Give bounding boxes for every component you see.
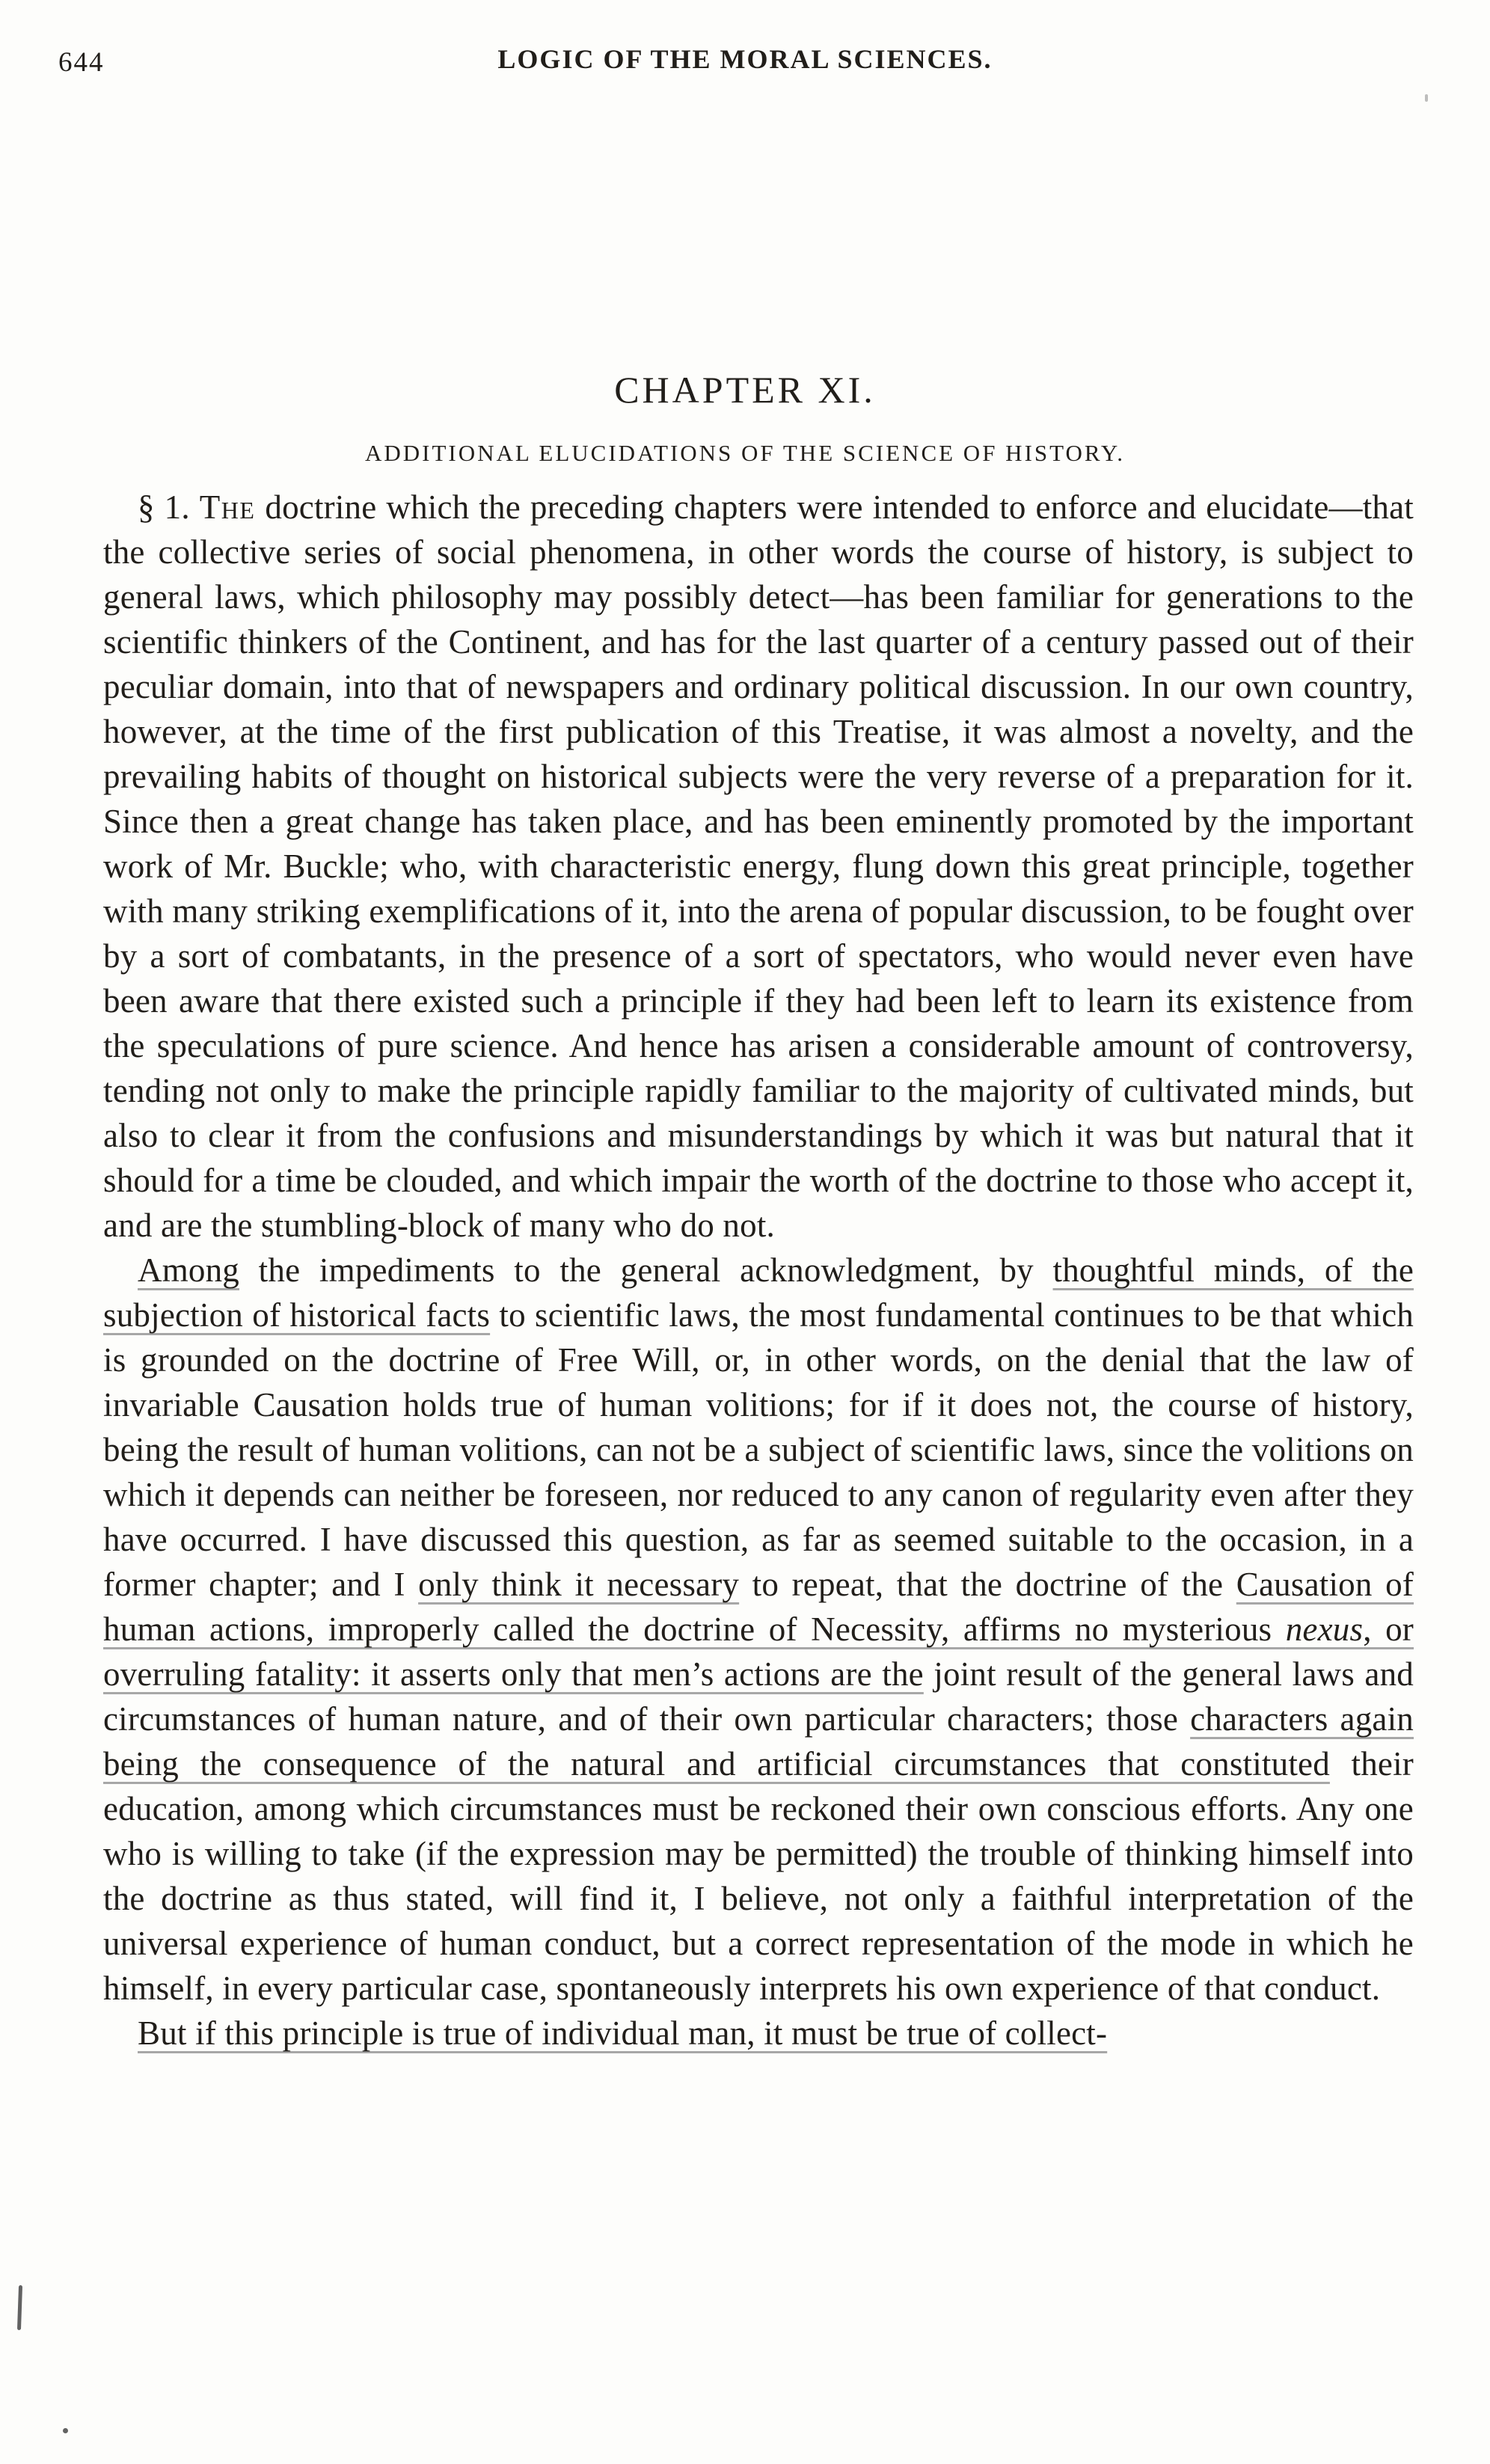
text-segment: only think it necessary bbox=[418, 1566, 740, 1603]
running-head: LOGIC OF THE MORAL SCIENCES. bbox=[497, 44, 993, 74]
text-segment: The bbox=[199, 488, 256, 526]
chapter-subtitle: ADDITIONAL ELUCIDATIONS OF THE SCIENCE OF HISTORY. bbox=[364, 440, 1126, 466]
text-segment: thoughtful minds, of the subjection of historical facts bbox=[103, 1251, 1414, 1334]
text-segment: to scientific laws, the most fundamental continues to be that which is grounded on the doctrine of Free Will, or, in other words, on the denial that the law of invariable Causation holds true of human volitions; for if it does not, the course of history, being the result of human volitions, can not be a subject of scientific laws, since the volitions on which it depends can neither be foreseen, nor reduced to any canon of regularity even after they have occurred. I have discussed this question, as far as seemed suitable to the occasion, in a former chapter; and I bbox=[103, 1296, 1414, 1603]
text-segment: joint result of the general laws and circumstances of human nature, and of their own particular characters; those bbox=[103, 1655, 1414, 1738]
pencil-dot bbox=[63, 2428, 68, 2433]
page-number: 644 bbox=[58, 47, 105, 78]
text-segment: Causation of human actions, improperly called the doctrine of Necessity, affirms no mysterious bbox=[103, 1566, 1414, 1648]
text-segment: But if this principle is true of individual man, it must be true of collect- bbox=[138, 2014, 1108, 2052]
paragraph-2 bbox=[103, 1248, 1414, 2011]
paragraph-3 bbox=[103, 2011, 1414, 2056]
text-segment: their education, among which circumstances must be reckoned their own conscious efforts. Any one who is willing to take (if the expression may be permitted) the trouble of thinking himself into the doctrine as thus stated, will find it, I believe, not only a faithful interpretation of the universal experience of human conduct, but a correct representation of the mode in which he himself, in every particular case, spontaneously interprets his own experience of that conduct. bbox=[103, 1745, 1414, 2007]
text-segment: Among bbox=[138, 1251, 239, 1289]
text-segment: the impediments to the general acknowledgment, by bbox=[239, 1251, 1053, 1289]
text-segment: doctrine which the preceding chapters were intended to enforce and elucidate—that the collective series of social phenomena, in other words the course of history, is subject to general laws, which philosophy may possibly detect—has been familiar for generations to the scientific thinkers of the Continent, and has for the last quarter of a century passed out of their peculiar domain, into that of newspapers and ordinary political discussion. In our own country, however, at the time of the first publication of this Treatise, it was almost a novelty, and the prevailing habits of thought on historical subjects were the very reverse of a preparation for it. Since then a great change has taken place, and has been eminently promoted by the important work of Mr. Buckle; who, with characteristic energy, flung down this great principle, together with many striking exemplifications of it, into the arena of popular discussion, to be fought over by a sort of combatants, in the presence of a sort of spectators, who would never even have been aware that there existed such a principle if they had been left to learn its existence from the speculations of pure science. And hence has arisen a considerable amount of controversy, tending not only to make the principle rapidly familiar to the majority of cultivated minds, but also to clear it from the confusions and misunderstandings by which it was but natural that it should for a time be clouded, and which impair the worth of the doctrine to those who accept it, and are the stumbling-block of many who do not. bbox=[103, 488, 1414, 1244]
pencil-margin-stroke bbox=[17, 2285, 22, 2330]
text-segment: characters again being the consequence of the natural and artificial circumstances that constituted bbox=[103, 1700, 1414, 1783]
body-text bbox=[103, 485, 1414, 2056]
chapter-heading: CHAPTER XI. bbox=[614, 369, 876, 411]
text-segment: , or overruling fatality: it asserts only that men’s actions are the bbox=[103, 1611, 1414, 1693]
text-segment: to repeat, that the doctrine of the bbox=[739, 1566, 1236, 1603]
pencil-tick-mark bbox=[1425, 94, 1428, 102]
text-segment: § 1. bbox=[138, 488, 200, 526]
paragraph-1 bbox=[103, 485, 1414, 1248]
text-segment: nexus bbox=[1285, 1611, 1364, 1648]
